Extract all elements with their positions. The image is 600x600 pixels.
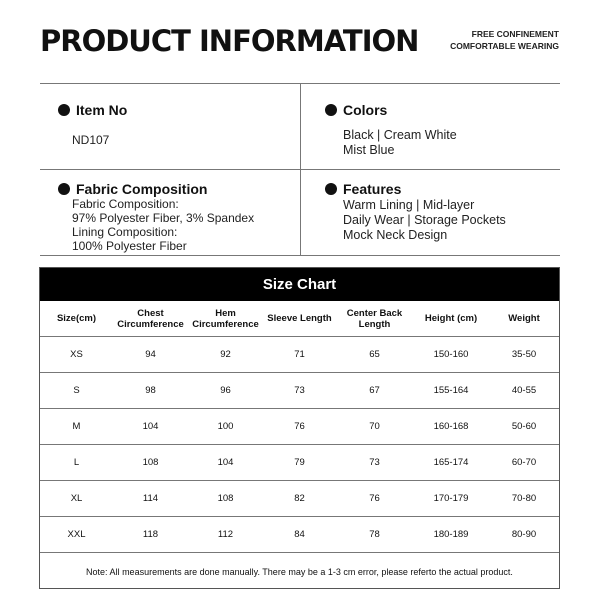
table-cell: 108 <box>142 457 159 468</box>
fabric-list <box>72 197 254 253</box>
table-cell: 100 <box>217 421 234 432</box>
table-row <box>40 481 559 517</box>
table-cell: 80-90 <box>511 529 537 540</box>
table-cell: 104 <box>217 457 234 468</box>
column-header-line: Center Back <box>346 307 403 319</box>
column-header-line: Sleeve Length <box>267 313 332 324</box>
size-chart-title: Size Chart <box>40 268 559 301</box>
fabric-heading: Fabric Composition <box>76 181 208 197</box>
table-cell: XS <box>70 349 83 360</box>
colors-section <box>325 102 457 158</box>
item-no-value: ND107 <box>72 133 110 147</box>
table-cell: XL <box>70 493 83 504</box>
table-cell: 155-164 <box>433 385 469 396</box>
tagline-line: COMFORTABLE WEARING <box>450 41 559 51</box>
table-cell: 84 <box>294 529 305 540</box>
features-heading: Features <box>343 181 402 197</box>
bullet-icon <box>325 104 337 116</box>
tagline-line: FREE CONFINEMENT <box>471 29 559 39</box>
table-row <box>40 409 559 445</box>
fabric-line: 97% Polyester Fiber, 3% Spandex <box>72 211 255 225</box>
bullet-icon <box>58 183 70 195</box>
table-cell: 50-60 <box>511 421 537 432</box>
table-cell: 70 <box>369 421 380 432</box>
table-header-row <box>40 301 559 337</box>
fabric-line: 100% Polyester Fiber <box>72 239 187 253</box>
item-no-section <box>58 102 127 147</box>
column-header <box>413 301 489 337</box>
table-cell: 170-179 <box>433 493 469 504</box>
table-row <box>40 373 559 409</box>
divider <box>40 169 560 170</box>
column-header-line: Circumference <box>117 318 184 330</box>
table-cell: 76 <box>294 421 305 432</box>
column-header <box>188 301 263 337</box>
features-line: Daily Wear | Storage Pockets <box>343 213 506 227</box>
column-header <box>489 301 559 337</box>
table-cell: 70-80 <box>511 493 537 504</box>
bullet-icon <box>58 104 70 116</box>
table-cell: 94 <box>145 349 156 360</box>
table-cell: 76 <box>369 493 380 504</box>
tagline <box>450 28 559 52</box>
table-cell: 78 <box>369 529 380 540</box>
fabric-line: Lining Composition: <box>72 225 178 239</box>
page-title: PRODUCT INFORMATION <box>40 24 419 58</box>
size-table <box>40 301 559 553</box>
fabric-line: Fabric Composition: <box>72 197 179 211</box>
column-header <box>113 301 188 337</box>
table-cell: 150-160 <box>433 349 469 360</box>
table-cell: 180-189 <box>433 529 469 540</box>
column-header <box>336 301 413 337</box>
table-cell: XXL <box>67 529 86 540</box>
table-cell: 65 <box>369 349 380 360</box>
table-cell: 35-50 <box>511 349 537 360</box>
column-header-line: Circumference <box>192 318 259 330</box>
table-row <box>40 337 559 373</box>
table-cell: 160-168 <box>433 421 469 432</box>
table-cell: 60-70 <box>511 457 537 468</box>
measurement-note: Note: All measurements are done manually. There may be a 1-3 cm error, please referto the actual product. <box>86 566 513 577</box>
colors-heading: Colors <box>343 102 388 118</box>
table-cell: 92 <box>220 349 231 360</box>
features-list <box>343 198 506 243</box>
table-row <box>40 445 559 481</box>
table-cell: 112 <box>217 529 234 540</box>
item-no-heading: Item No <box>76 102 128 118</box>
colors-line: Mist Blue <box>343 143 395 157</box>
table-cell: L <box>73 457 80 468</box>
table-cell: 108 <box>217 493 234 504</box>
size-chart <box>39 267 560 589</box>
table-cell: 96 <box>220 385 231 396</box>
features-section <box>325 181 506 243</box>
table-cell: 79 <box>294 457 305 468</box>
bullet-icon <box>325 183 337 195</box>
table-cell: 118 <box>142 529 159 540</box>
column-header-line: Height (cm) <box>424 313 478 324</box>
features-line: Mock Neck Design <box>343 228 448 242</box>
table-cell: 73 <box>369 457 380 468</box>
table-cell: M <box>72 421 81 432</box>
colors-line: Black | Cream White <box>343 128 457 142</box>
column-header-line: Hem <box>215 307 236 319</box>
fabric-section <box>58 181 254 253</box>
product-info-grid <box>40 83 560 256</box>
column-header-line: Length <box>358 318 391 330</box>
table-cell: S <box>73 385 80 396</box>
table-row <box>40 517 559 553</box>
table-cell: 165-174 <box>433 457 469 468</box>
column-header-line: Chest <box>137 307 164 319</box>
column-header <box>263 301 336 337</box>
features-line: Warm Lining | Mid-layer <box>343 198 475 212</box>
table-cell: 114 <box>142 493 159 504</box>
column-header-line: Size(cm) <box>56 313 97 324</box>
column-header <box>40 301 113 337</box>
table-cell: 40-55 <box>511 385 537 396</box>
colors-list <box>343 128 457 158</box>
table-cell: 104 <box>142 421 159 432</box>
table-cell: 98 <box>145 385 156 396</box>
column-header-line: Weight <box>508 313 540 324</box>
table-cell: 82 <box>294 493 305 504</box>
table-cell: 67 <box>369 385 380 396</box>
table-cell: 73 <box>294 385 305 396</box>
table-cell: 71 <box>294 349 305 360</box>
